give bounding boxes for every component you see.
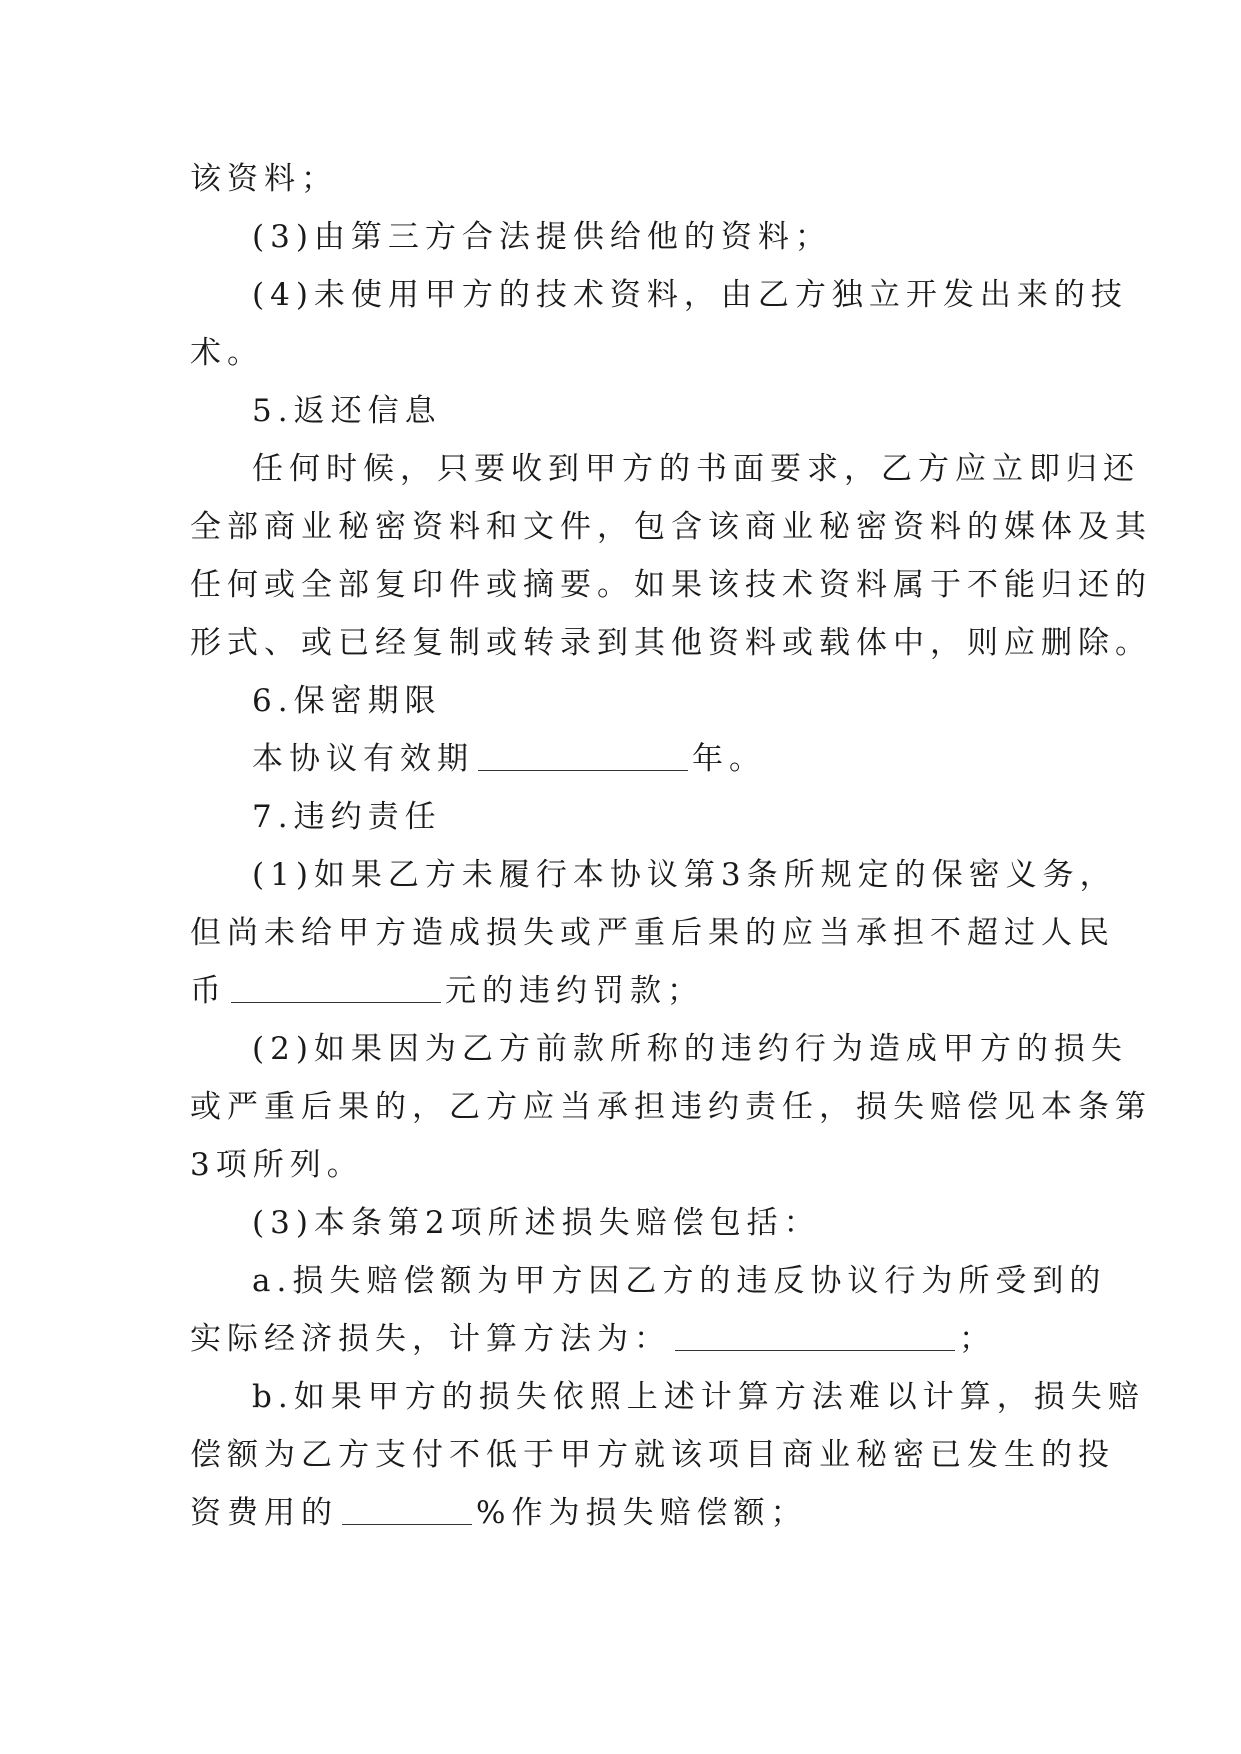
paragraph-line: 偿额为乙方支付不低于甲方就该项目商业秘密已发生的投 [190,1437,1115,1473]
penalty-text-before: 币 [190,973,227,1009]
paragraph-line: 但尚未给甲方造成损失或严重后果的应当承担不超过人民 [190,915,1115,951]
calc-text-before: 实际经济损失，计算方法为： [190,1321,671,1357]
section-title-6: 6.保密期限 [252,683,442,719]
percent-line [190,1484,1060,1542]
penalty-blank-field [231,974,441,1003]
paragraph-line: (3)本条第2项所述损失赔偿包括： [252,1205,821,1241]
paragraph-line: 任何或全部复印件或摘要。如果该技术资料属于不能归还的 [190,567,1152,603]
paragraph-line: 全部商业秘密资料和文件，包含该商业秘密资料的媒体及其 [190,509,1152,545]
list-item-3: (3)由第三方合法提供给他的资料； [252,219,832,255]
term-line [190,730,1060,788]
paragraph-line: 3项所列。 [190,1147,364,1183]
item-a-line: a.损失赔偿额为甲方因乙方的违反协议行为所受到的 [252,1263,1107,1299]
percent-text-after: %作为损失赔偿额； [476,1495,808,1531]
percent-text-before: 资费用的 [190,1495,338,1531]
text-line: 该资料； [190,161,338,197]
term-text-before: 本协议有效期 [252,741,474,777]
paragraph-line: (1)如果乙方未履行本协议第3条所规定的保密义务， [252,857,1117,893]
calc-text-after: ； [959,1321,996,1357]
paragraph-line: 任何时候，只要收到甲方的书面要求，乙方应立即归还 [252,451,1140,487]
calc-line [190,1310,1060,1368]
item-b-line: b.如果甲方的损失依照上述计算方法难以计算，损失赔 [252,1379,1145,1415]
section-title-7: 7.违约责任 [252,799,442,835]
penalty-line [190,962,1060,1020]
penalty-text-after: 元的违约罚款； [445,973,704,1009]
paragraph-line: 或严重后果的，乙方应当承担违约责任，损失赔偿见本条第 [190,1089,1152,1125]
text-line: 术。 [190,335,264,371]
section-title-5: 5.返还信息 [252,393,442,429]
document-body [190,150,1152,1542]
term-blank-field [478,742,688,771]
list-item-4: (4)未使用甲方的技术资料，由乙方独立开发出来的技 [252,277,1128,313]
percent-blank-field [342,1496,472,1525]
paragraph-line: 形式、或已经复制或转录到其他资料或载体中，则应删除。 [190,625,1152,661]
term-text-after: 年。 [692,741,766,777]
paragraph-line: (2)如果因为乙方前款所称的违约行为造成甲方的损失 [252,1031,1128,1067]
calc-blank-field [675,1322,955,1351]
